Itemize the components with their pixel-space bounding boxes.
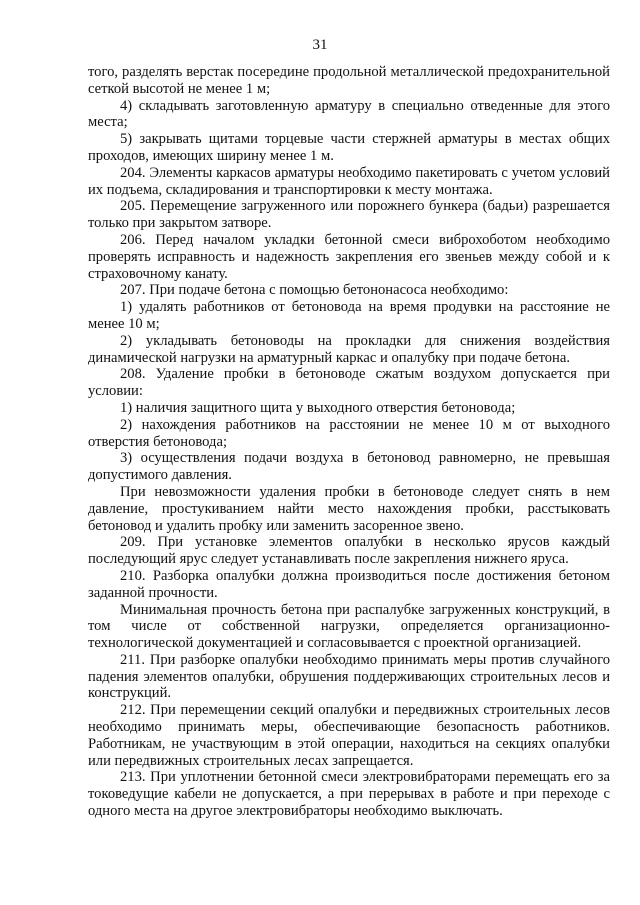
paragraph: 206. Перед началом укладки бетонной смеси виброхоботом необходимо проверять исправность и надежность закрепления его звеньев между собой и к страховочному канату.: [88, 231, 610, 282]
paragraph: 5) закрывать щитами торцевые части стержней арматуры в местах общих проходов, имеющих ширину менее 1 м.: [88, 131, 610, 164]
paragraph: При невозможности удаления пробки в бетоноводе следует снять в нем давление, простукиванием найти место нахождения пробки, расстыковать бетоновод и удалить пробку или заменить засоренное звено.: [88, 483, 610, 534]
paragraph: 205. Перемещение загруженного или порожнего бункера (бадьи) разрешается только при закрытом затворе.: [88, 198, 610, 232]
paragraph: 207. При подаче бетона с помощью бетононасоса необходимо:: [120, 282, 509, 299]
paragraph: 209. При установке элементов опалубки в несколько ярусов каждый последующий ярус следует устанавливать после закрепления нижнего яруса.: [88, 534, 610, 568]
paragraph: 210. Разборка опалубки должна производиться после достижения бетоном заданной прочности.: [88, 567, 610, 601]
paragraph: 211. При разборке опалубки необходимо принимать меры против случайного падения элементов опалубки, обрушения поддерживающих строительных лесов и конструкций.: [88, 651, 610, 702]
paragraph: 2) укладывать бетоноводы на прокладки для снижения воздействия динамической нагрузки на арматурный каркас и опалубку при подаче бетона.: [88, 332, 610, 366]
page-number: 31: [312, 37, 328, 53]
paragraph: того, разделять верстак посередине продольной металлической предохранительной сеткой высотой не менее 1 м;: [88, 64, 610, 97]
paragraph: 2) нахождения работников на расстоянии не менее 10 м от выходного отверстия бетоновода;: [88, 416, 610, 450]
paragraph: 204. Элементы каркасов арматуры необходимо пакетировать с учетом условий их подъема, складирования и транспортировки к месту монтажа.: [88, 164, 610, 198]
paragraph: 208. Удаление пробки в бетоноводе сжатым воздухом допускается при условии:: [88, 366, 610, 400]
paragraph: 213. При уплотнении бетонной смеси электровибраторами перемещать его за токоведущие кабели не допускается, а при перерывах в работе и при переходе с одного места на другое электровибраторы необходимо выключать.: [88, 769, 610, 820]
paragraph: 1) наличия защитного щита у выходного отверстия бетоновода;: [120, 399, 516, 416]
paragraph: 212. При перемещении секций опалубки и передвижных строительных лесов необходимо принимать меры, обеспечивающие безопасность работников. Работникам, не участвующим в этой операции, находиться на секциях опалубки или передвижных строительных лесах запрещается.: [88, 702, 610, 769]
paragraph: Минимальная прочность бетона при распалубке загруженных конструкций, в том числе от собственной нагрузки, определяется организационно-технологической документацией и согласовывается с проектной организацией.: [88, 601, 610, 652]
paragraph: 4) складывать заготовленную арматуру в специально отведенные для этого места;: [88, 97, 610, 131]
paragraph: 3) осуществления подачи воздуха в бетоновод равномерно, не превышая допустимого давления.: [88, 450, 610, 484]
paragraph: 1) удалять работников от бетоновода на время продувки на расстояние не менее 10 м;: [88, 299, 610, 332]
document-body: [88, 64, 610, 820]
